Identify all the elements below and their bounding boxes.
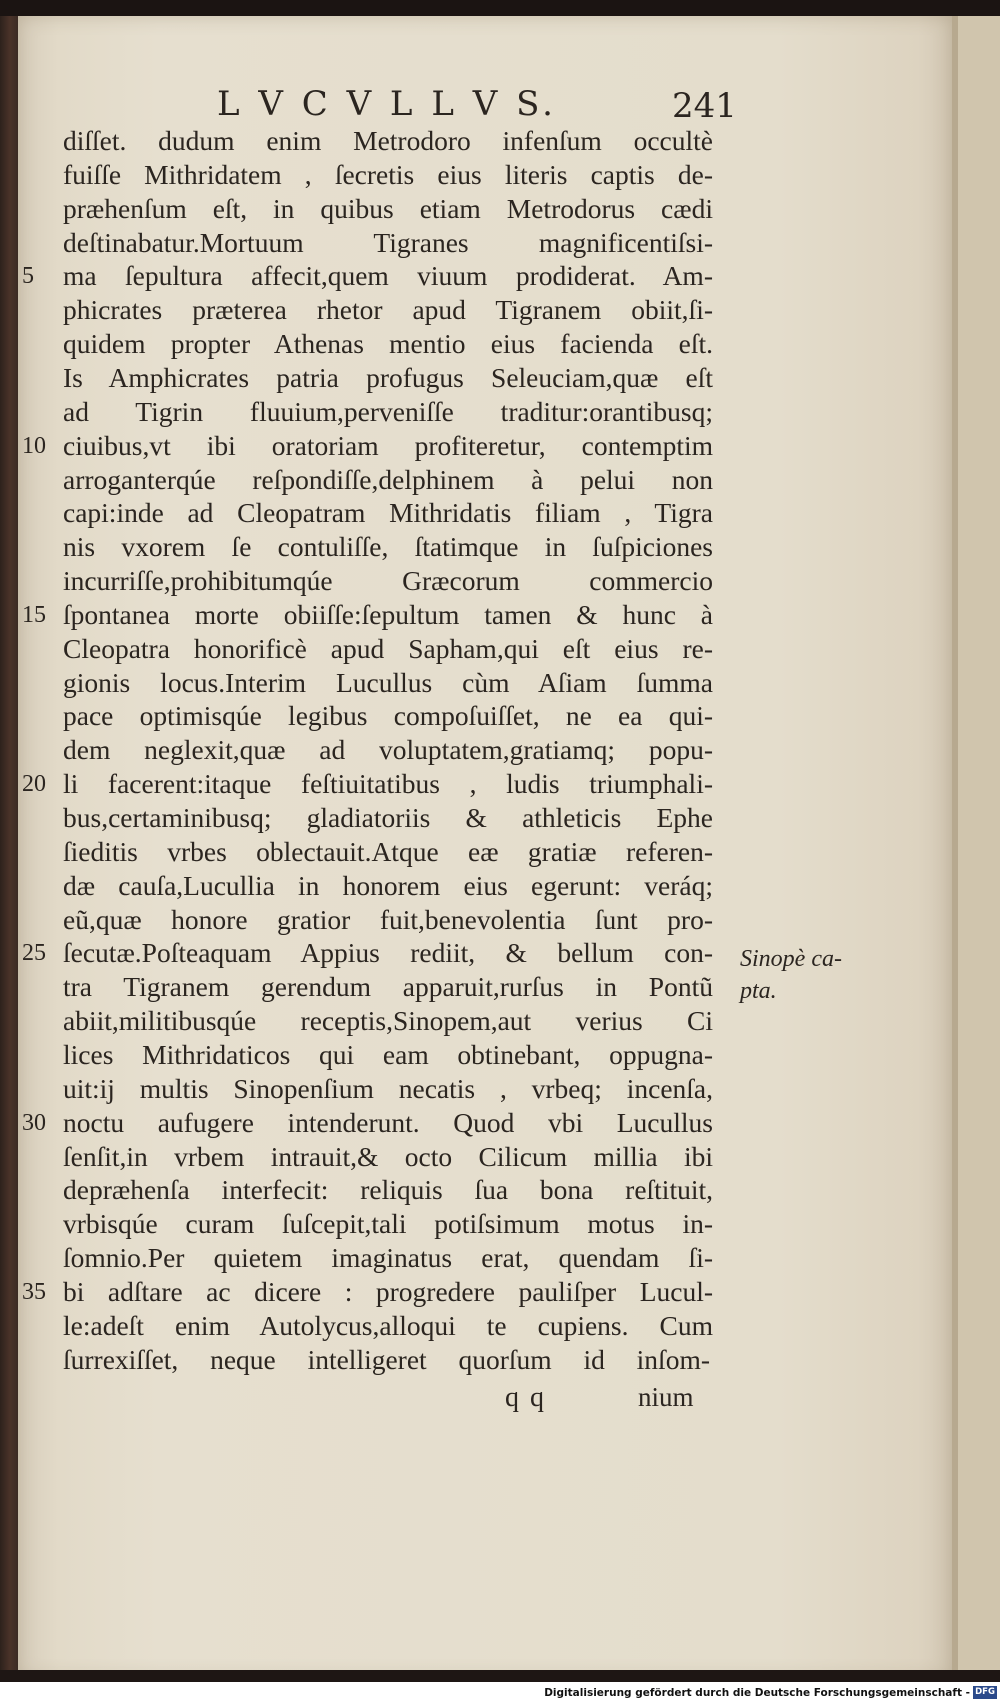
- text-line: ſieditis vrbes oblectauit.Atque eæ gratiæ referen-: [63, 835, 713, 867]
- text-line: capi:inde ad Cleopatram Mithridatis filiam , Tigra: [63, 497, 713, 529]
- line-number: 5: [22, 263, 34, 290]
- text-line: abiit,militibusqúe receptis,Sinopem,aut verius Ci: [63, 1005, 713, 1037]
- text-line: ſurrexiſſet, neque intelligeret quorſum id inſom-: [63, 1343, 710, 1375]
- text-line: fuiſſe Mithridatem , ſecretis eius literis captis de-: [63, 158, 713, 190]
- text-line: bus,certaminibusq; gladiatoriis & athleticis Ephe: [63, 802, 713, 833]
- text-line: ſpontanea morte obiiſſe:ſepultum tamen & hunc à: [63, 598, 713, 630]
- text-line: tra Tigranem gerendum apparuit,rurſus in Pontũ: [63, 971, 713, 1003]
- line-number: 35: [22, 1278, 46, 1305]
- text-line: ad Tigrin fluuium,perveniſſe traditur:orantibusq;: [63, 395, 713, 427]
- line-number: 15: [22, 601, 46, 628]
- page-fore-edge: [952, 16, 1000, 1678]
- text-line: lices Mithridaticos qui eam obtinebant, oppugna-: [63, 1038, 713, 1070]
- text-line: incurriſſe,prohibitumqúe Græcorum commercio: [63, 565, 713, 597]
- text-line: depræhenſa interfecit: reliquis ſua bona reſtituit,: [63, 1174, 713, 1206]
- text-line: le:adeſt enim Autolycus,alloqui te cupiens. Cum: [63, 1309, 713, 1341]
- text-line: Cleopatra honorificè apud Sapham,qui eſt eius re-: [63, 632, 713, 664]
- dfg-logo: DFG: [973, 1686, 997, 1699]
- text-line: bi adſtare ac dicere : progredere pauliſper Lucul-: [63, 1275, 713, 1307]
- text-line: ſenſit,in vrbem intrauit,& octo Cilicum millia ibi: [63, 1140, 713, 1172]
- page-edge-shadow: [952, 16, 958, 1678]
- line-number: 10: [22, 432, 46, 459]
- text-line: ciuibus,vt ibi oratoriam profiteretur, contemptim: [63, 429, 713, 461]
- text-line: diſſet. dudum enim Metrodoro infenſum occultè: [63, 125, 713, 156]
- text-line: noctu aufugere intenderunt. Quod vbi Lucullus: [63, 1106, 713, 1138]
- text-line: arroganterqúe reſpondiſſe,delphinem à pelui non: [63, 463, 713, 495]
- text-line: vrbisqúe curam ſuſcepit,tali potiſsimum motus in-: [63, 1208, 713, 1240]
- line-number: 25: [22, 940, 46, 967]
- footer-credit-text: Digitalisierung gefördert durch die Deutsche Forschungsgemeinschaft -: [544, 1687, 970, 1699]
- bottom-scan-border: [0, 1670, 1000, 1682]
- text-line: pace optimisqúe legibus compoſuiſſet, ne ea qui-: [63, 700, 713, 732]
- text-line: dæ cauſa,Lucullia in honorem eius egerunt: veráq;: [63, 869, 713, 901]
- text-line: quidem propter Athenas mentio eius facienda eſt.: [63, 328, 713, 360]
- text-line: ma ſepultura affecit,quem viuum prodiderat. Am-: [63, 260, 713, 292]
- line-number: 30: [22, 1109, 46, 1136]
- text-line: dem neglexit,quæ ad voluptatem,gratiamq; popu-: [63, 734, 713, 766]
- margin-note-line-2: pta.: [740, 978, 777, 1004]
- running-head: L V C V L L V S.: [217, 84, 557, 124]
- line-number: 20: [22, 771, 46, 798]
- margin-note-line-1: Sinopè ca-: [740, 946, 842, 972]
- text-line: deſtinabatur.Mortuum Tigranes magnificentiſsi-: [63, 226, 713, 258]
- text-line: eũ,quæ honore gratior fuit,benevolentia ſunt pro-: [63, 903, 713, 935]
- text-line: phicrates præterea rhetor apud Tigranem obiit,ſi-: [63, 294, 713, 326]
- text-line: li facerent:itaque feſtiuitatibus , ludis triumphali-: [63, 768, 713, 800]
- text-line: uit:ij multis Sinopenſium necatis , vrbeq; incenſa,: [63, 1072, 713, 1104]
- catchword: nium: [638, 1382, 694, 1412]
- text-line: ſecutæ.Poſteaquam Appius rediit, & bellum con-: [63, 937, 713, 969]
- footer-bar: [0, 1682, 1000, 1703]
- page-number: 241: [672, 86, 737, 126]
- signature-mark: q q: [505, 1382, 546, 1413]
- text-line: gionis locus.Interim Lucullus cùm Aſiam ſumma: [63, 666, 713, 698]
- text-line: nis vxorem ſe contuliſſe, ſtatimque in ſuſpiciones: [63, 531, 713, 563]
- text-line: Is Amphicrates patria profugus Seleuciam,quæ eſt: [63, 361, 713, 393]
- top-scan-border: [0, 0, 1000, 16]
- text-line: ſomnio.Per quietem imaginatus erat, quendam ſi-: [63, 1242, 713, 1274]
- text-line: præhenſum eſt, in quibus etiam Metrodorus cædi: [63, 192, 713, 224]
